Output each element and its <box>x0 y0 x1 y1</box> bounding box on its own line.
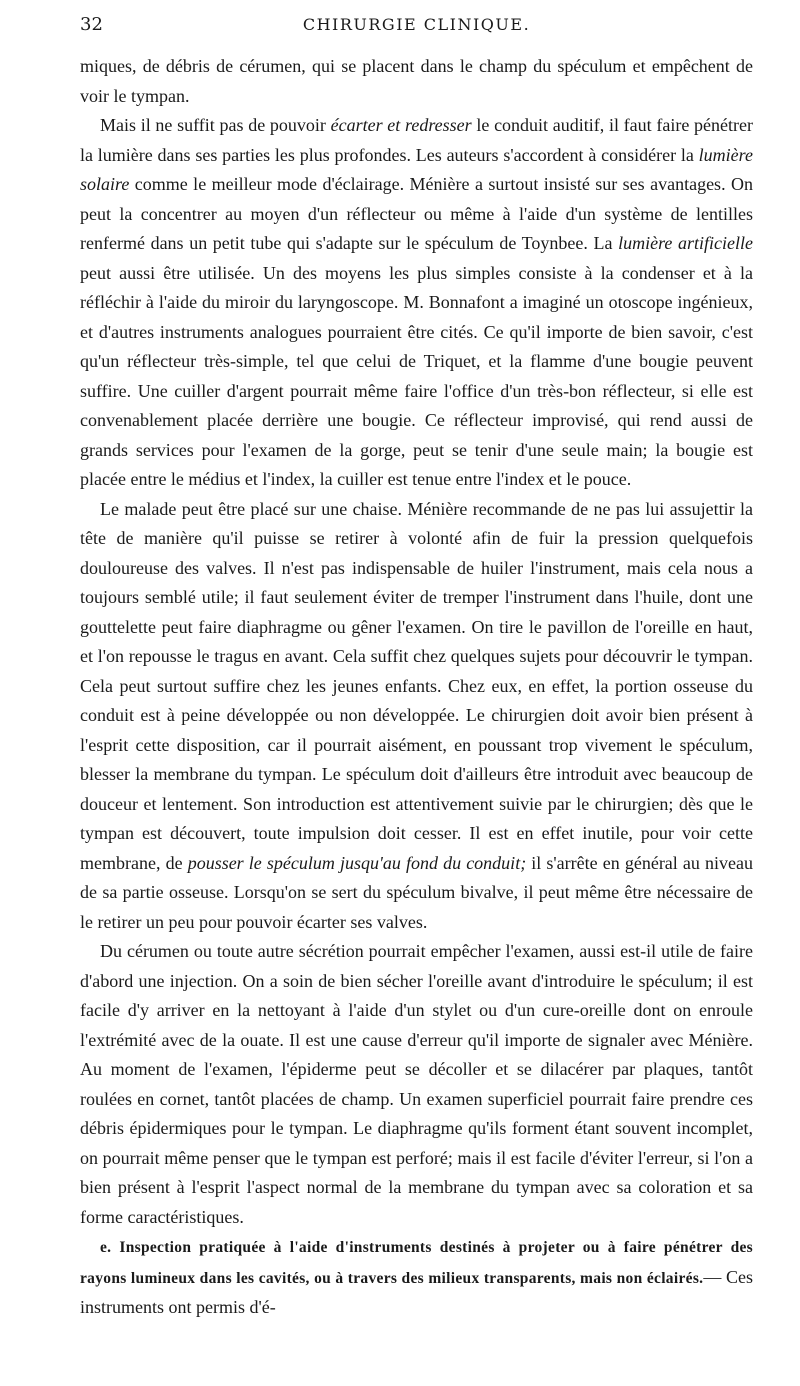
text-segment: miques, de débris de cérumen, qui se placent dans le champ du spéculum et empêchent de voir le tympan. <box>80 56 753 106</box>
text-segment: il s'arrête en général au niveau de sa partie osseuse. Lorsqu'on se sert du spéculum bivalve, il peut même être nécessaire de le retirer un peu pour pouvoir écarter ses valves. <box>80 852 753 932</box>
italic-phrase: lumière solaire <box>80 144 753 194</box>
text-segment: — Ces instruments ont permis d'é- <box>80 1266 753 1317</box>
page-number: 32 <box>80 14 103 35</box>
section-heading: Inspection pratiquée à l'aide d'instruments destinés à projeter ou à faire pénétrer des rayons lumineux dans les cavités, ou à travers des milieux transparents, mais non éclairés. <box>80 1239 753 1287</box>
paragraph-p5 <box>80 1232 753 1323</box>
italic-phrase: pousser le spéculum jusqu'au fond du conduit; <box>187 852 527 873</box>
section-heading: e. <box>100 1239 120 1256</box>
body-text <box>80 52 753 1323</box>
paragraph-p2 <box>80 111 753 495</box>
text-segment: comme le meilleur mode d'éclairage. Ménière a surtout insisté sur ses avantages. On peut la concentrer au moyen d'un réflecteur ou même à l'aide d'un système de lentilles renfermé dans un petit tube qui s'adapte sur le spéculum de Toynbee. La <box>80 174 753 253</box>
paragraph-p3 <box>80 495 753 938</box>
text-segment: le conduit auditif, il faut faire pénétrer la lumière dans ses parties les plus profondes. Les auteurs s'accordent à considérer la <box>80 115 753 165</box>
text-segment: Mais il ne suffit pas de pouvoir <box>100 115 331 135</box>
text-segment: Le malade peut être placé sur une chaise. Ménière recommande de ne pas lui assujettir la tête de manière qu'il puisse se retirer à volonté afin de fuir la pression quelquefois douloureuse des valves. Il n'est pas indispensable de huiler l'instrument, mais cela nous a toujours semblé utile; il faut seulement éviter de tremper l'instrument dans l'huile, dont une gouttelette peut faire diaphragme ou gêner l'examen. On tire le pavillon de l'oreille en haut, et l'on repousse le tragus en avant. Cela suffit chez quelques sujets pour découvrir le tympan. Cela peut surtout suffire chez les jeunes enfants. Chez eux, en effet, la portion osseuse du conduit est à peine développée ou non développée. Le chirurgien doit avoir bien présent à l'esprit cette disposition, car il pourrait aisément, en poussant trop vivement le spéculum, blesser la membrane du tympan. Le spéculum doit d'ailleurs être introduit avec beaucoup de douceur et lentement. Son introduction est attentivement suivie par le chirurgien; dès que le tympan est découvert, toute impulsion doit cesser. Il est en effet inutile, pour voir cette membrane, de <box>80 498 753 873</box>
italic-phrase: écarter et redresser <box>330 115 472 135</box>
page-header <box>80 14 753 38</box>
paragraph-p1 <box>80 52 753 111</box>
running-head: CHIRURGIE CLINIQUE. <box>302 15 531 34</box>
text-segment: peut aussi être utilisée. Un des moyens les plus simples consiste à la condenser et à la réfléchir à l'aide du miroir du laryngoscope. M. Bonnafont a imaginé un otoscope ingénieux, et d'autres instruments analogues pourraient être cités. Ce qu'il importe de bien savoir, c'est qu'un réflecteur très-simple, tel que celui de Triquet, et la flamme d'une bougie peuvent suffire. Une cuiller d'argent pourrait même faire l'office d'un très-bon réflecteur, si elle est convenablement placée derrière une bougie. Ce réflecteur improvisé, qui rend aussi de grands services pour l'examen de la gorge, peut se tenir d'une seule main; la bougie est placée entre le médius et l'index, la cuiller est tenue entre l'index et le pouce. <box>80 262 753 489</box>
italic-phrase: lumière artificielle <box>618 233 753 253</box>
paragraph-p4 <box>80 937 753 1232</box>
text-segment: Du cérumen ou toute autre sécrétion pourrait empêcher l'examen, aussi est-il utile de faire d'abord une injection. On a soin de bien sécher l'oreille avant d'introduire le spéculum; il est facile d'y arriver en la nettoyant à l'aide d'un stylet ou d'un cure-oreille dont on enroule l'extrémité avec de la ouate. Il est une cause d'erreur qu'il importe de signaler avec Ménière. Au moment de l'examen, l'épiderme peut se décoller et se dilacérer par plaques, tantôt roulées en cornet, tantôt placées de champ. Un examen superficiel pourrait faire prendre ces débris épidermiques pour le tympan. Le diaphragme qu'ils forment étant souvent incomplet, on pourrait même penser que le tympan est perforé; mais il est facile d'éviter l'erreur, si l'on a bien présent à l'esprit l'aspect normal de la membrane du tympan avec sa coloration et sa forme caractéristiques. <box>80 941 753 1227</box>
